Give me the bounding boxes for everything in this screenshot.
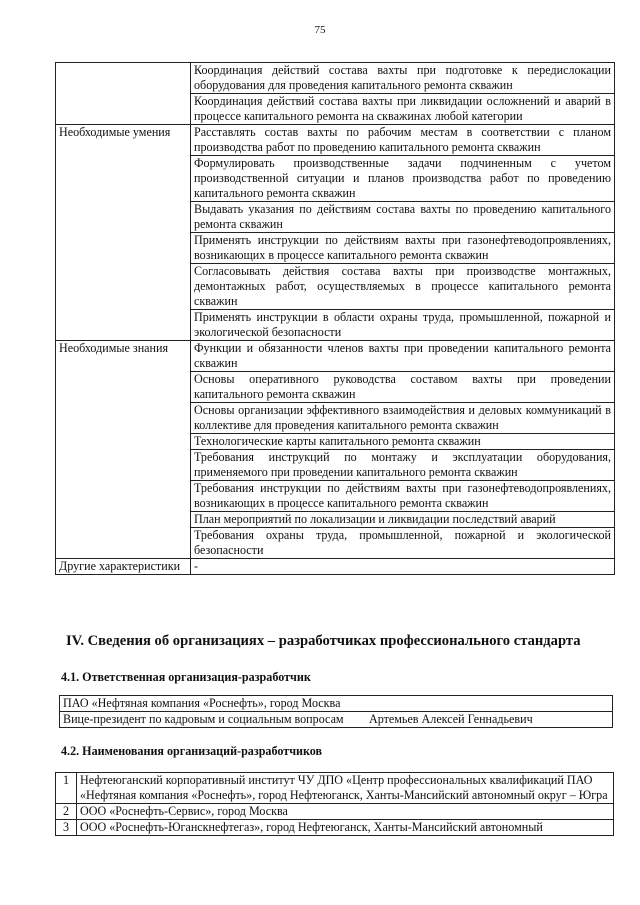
table-cell: Основы организации эффективного взаимодействия и деловых коммуникаций в коллективе для проведения капитального ремонта скважин [191, 403, 615, 434]
table-row [56, 512, 615, 528]
table-row [56, 372, 615, 403]
table-cell: Согласовывать действия состава вахты при производстве монтажных, демонтажных работ, осуществляемых в процессе капитального ремонта скважин [191, 264, 615, 310]
table-row [56, 434, 615, 450]
developer-organization: ООО «Роснефть-Юганскнефтегаз», город Нефтеюганск, Ханты-Мансийский автономный [77, 820, 614, 836]
table-row [56, 559, 615, 575]
table-row [56, 202, 615, 233]
requirements-table [55, 62, 615, 575]
table-cell: - [191, 559, 615, 575]
table-row [56, 63, 615, 94]
table-row [56, 804, 614, 820]
table-row [56, 125, 615, 156]
table-row [56, 820, 614, 836]
table-cell: Технологические карты капитального ремонта скважин [191, 434, 615, 450]
responsible-person: Артемьев Алексей Геннадьевич [366, 712, 613, 728]
table-row [56, 481, 615, 512]
developers-heading: 4.2. Наименования организаций-разработчиков [61, 744, 323, 758]
developers-table [55, 772, 614, 836]
table-cell: Формулировать производственные задачи подчиненным с учетом производственной ситуации и планов производства работ по проведению капитального ремонта скважин [191, 156, 615, 202]
table-row [56, 341, 615, 372]
table-cell: Требования охраны труда, промышленной, пожарной и экологической безопасности [191, 528, 615, 559]
table-row [56, 310, 615, 341]
other-label: Другие характеристики [56, 559, 191, 575]
developer-organization: Нефтеюганский корпоративный институт ЧУ ДПО «Центр профессиональных квалификаций ПАО «Нефтяная компания «Роснефть», город Нефтеюганск, Ханты-Мансийский автономный округ – Югра [77, 773, 614, 804]
responsible-table [59, 695, 613, 728]
table-row [56, 233, 615, 264]
table-row [56, 528, 615, 559]
table-cell: Применять инструкции в области охраны труда, промышленной, пожарной и экологической безопасности [191, 310, 615, 341]
row-number: 1 [56, 773, 77, 804]
table-row [56, 450, 615, 481]
page-number: 75 [314, 24, 326, 36]
table-row [56, 94, 615, 125]
table-row [60, 696, 613, 712]
knowledge-label: Необходимые знания [56, 341, 191, 372]
table-row [60, 712, 613, 728]
responsible-organization: ПАО «Нефтяная компания «Роснефть», город Москва [60, 696, 613, 712]
table-cell: Функции и обязанности членов вахты при проведении капитального ремонта скважин [191, 341, 615, 372]
row-number: 2 [56, 804, 77, 820]
table-cell: Координация действий состава вахты при подготовке к передислокации оборудования для проведения капитального ремонта скважин [191, 63, 615, 94]
table-cell: Требования инструкций по монтажу и эксплуатации оборудования, применяемого при проведении капитального ремонта скважин [191, 450, 615, 481]
skills-label: Необходимые умения [56, 125, 191, 156]
table-row [56, 773, 614, 804]
table-row [56, 264, 615, 310]
table-row [56, 156, 615, 202]
table-cell: Координация действий состава вахты при ликвидации осложнений и аварий в процессе капитального ремонта на скважинах любой категории [191, 94, 615, 125]
table-row [56, 403, 615, 434]
responsible-position: Вице-президент по кадровым и социальным вопросам [60, 712, 367, 728]
responsible-heading: 4.1. Ответственная организация-разработчик [61, 670, 311, 684]
table-cell: Применять инструкции по действиям вахты при газонефтеводопроявлениях, возникающих в процессе капитального ремонта скважин [191, 233, 615, 264]
table-cell: Расставлять состав вахты по рабочим местам в соответствии с планом производства работ по проведению капитального ремонта скважин [191, 125, 615, 156]
table-cell: Основы оперативного руководства составом вахты при проведении капитального ремонта скважин [191, 372, 615, 403]
row-number: 3 [56, 820, 77, 836]
developer-organization: ООО «Роснефть-Сервис», город Москва [77, 804, 614, 820]
table-cell: Требования инструкции по действиям вахты при газонефтеводопроявлениях, возникающих в процессе капитального ремонта скважин [191, 481, 615, 512]
category-cell-empty [56, 63, 191, 94]
table-cell: План мероприятий по локализации и ликвидации последствий аварий [191, 512, 615, 528]
section-iv-title: IV. Сведения об организациях – разработчиках профессионального стандарта [66, 633, 581, 649]
table-cell: Выдавать указания по действиям состава вахты по проведению капитального ремонта скважин [191, 202, 615, 233]
